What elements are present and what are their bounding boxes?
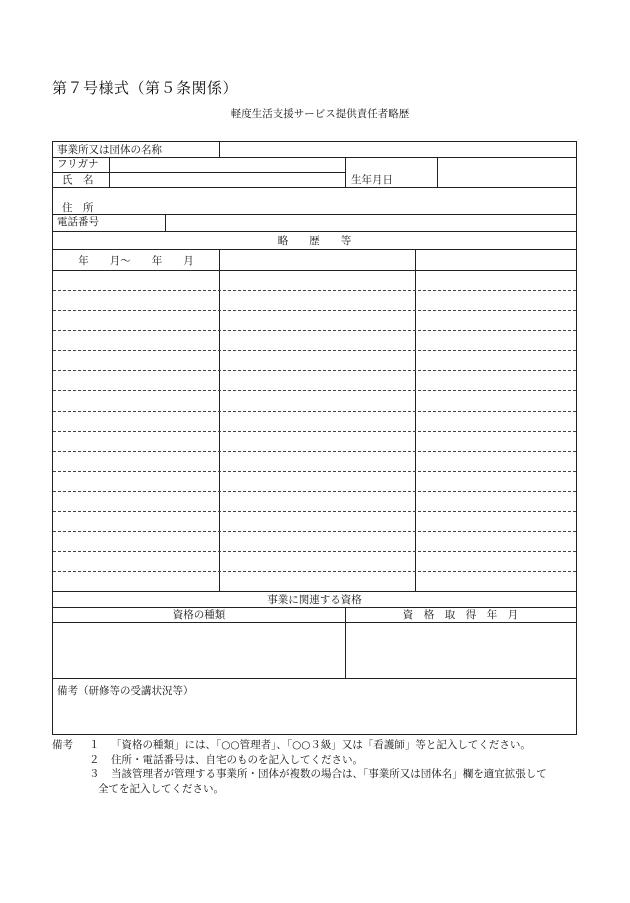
- history-row-line: [53, 330, 576, 331]
- note-number: １: [89, 739, 100, 751]
- address-label: 住 所: [62, 202, 94, 214]
- notes-lead: 備考: [52, 739, 73, 751]
- history-row-line: [53, 451, 576, 452]
- birthdate-label: 生年月日: [351, 174, 393, 186]
- history-row-line: [53, 571, 576, 572]
- note-number: ３: [89, 768, 100, 780]
- note-item-2: [52, 753, 592, 768]
- document-title: 軽度生活支援サービス提供責任者略歴: [230, 108, 410, 120]
- period-label: 年 月～ 年 月: [78, 255, 194, 267]
- history-row-line: [53, 411, 576, 412]
- history-row-line: [53, 471, 576, 472]
- history-row-line: [53, 390, 576, 391]
- divider: [345, 157, 346, 187]
- name-label: 氏 名: [62, 174, 94, 186]
- note-text: 住所・電話番号は、自宅のものを記入してください。: [111, 753, 363, 766]
- notes-section: [52, 738, 592, 796]
- divider: [53, 591, 576, 592]
- history-row-line: [53, 491, 576, 492]
- history-row-line: [53, 511, 576, 512]
- note-number: ２: [89, 753, 100, 766]
- history-row-line: [53, 290, 576, 291]
- form-number: 第７号様式（第５条関係）: [52, 79, 239, 97]
- furigana-label: フリガナ: [57, 158, 99, 170]
- history-row-line: [53, 350, 576, 351]
- divider: [53, 678, 576, 679]
- divider: [53, 270, 576, 271]
- organization-field[interactable]: [220, 142, 576, 157]
- history-heading: 略 歴 等: [277, 235, 352, 247]
- phone-label: 電話番号: [57, 216, 99, 228]
- note-text: 「資格の種類」には、「○○管理者」、「○○３級」又は「看護師」等と記入してください。: [111, 739, 531, 751]
- phone-field[interactable]: [166, 214, 576, 231]
- divider: [53, 231, 576, 232]
- furigana-field[interactable]: [110, 157, 344, 172]
- divider: [109, 157, 110, 187]
- remarks-field[interactable]: [53, 700, 576, 733]
- note-item-1: [52, 738, 592, 753]
- remarks-label: 備考（研修等の受講状況等）: [57, 685, 194, 697]
- history-row-line: [53, 310, 576, 311]
- qualification-date-field[interactable]: [346, 623, 576, 677]
- divider: [53, 249, 576, 250]
- qualification-type-field[interactable]: [53, 623, 344, 677]
- note-continuation: 全てを記入してください。: [98, 782, 224, 795]
- birthdate-field[interactable]: [438, 157, 576, 187]
- qualification-type-label: 資格の種類: [172, 609, 226, 621]
- address-field[interactable]: [110, 187, 576, 214]
- qualifications-heading: 事業に関連する資格: [267, 594, 362, 606]
- history-row-line: [53, 370, 576, 371]
- divider: [415, 249, 416, 591]
- history-row-line: [53, 551, 576, 552]
- name-field[interactable]: [110, 172, 344, 187]
- history-row-line: [53, 531, 576, 532]
- divider: [219, 249, 220, 591]
- note-item-3: [52, 767, 592, 782]
- organization-label: 事業所又は団体の名称: [57, 144, 162, 156]
- qualification-date-label: 資 格 取 得 年 月: [402, 609, 519, 621]
- note-text: 当該管理者が管理する事業所・団体が複数の場合は、「事業所又は団体名」欄を適宜拡張して: [111, 768, 547, 780]
- resume-form-table: [52, 141, 577, 735]
- history-row-line: [53, 431, 576, 432]
